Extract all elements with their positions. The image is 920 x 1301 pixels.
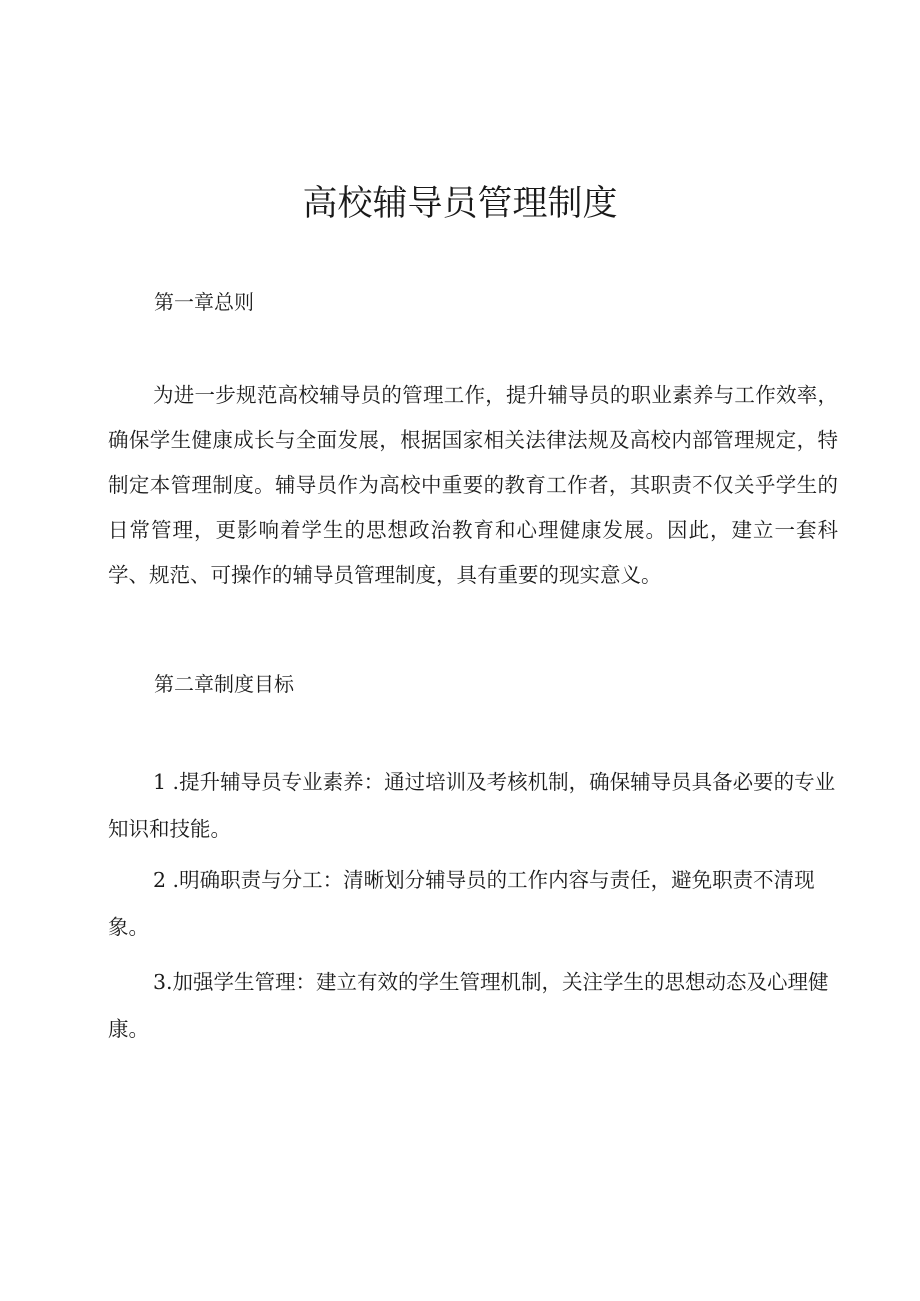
- chapter-1-paragraph: 为进一步规范高校辅导员的管理工作，提升辅导员的职业素养与工作效率，确保学生健康成长与全面发展，根据国家相关法律法规及高校内部管理规定，特制定本管理制度。辅导员作为高校中重要的教育工作者，其职责不仅关乎学生的日常管理，更影响着学生的思想政治教育和心理健康发展。因此，建立一套科学、规范、可操作的辅导员管理制度，具有重要的现实意义。: [108, 383, 838, 587]
- goal-item-3: 3.加强学生管理：建立有效的学生管理机制，关注学生的思想动态及心理健康。: [108, 970, 829, 1041]
- chapter-2-heading: 第二章制度目标: [154, 672, 294, 696]
- chapter-1-heading: 第一章总则: [154, 290, 254, 314]
- document-title: 高校辅导员管理制度: [302, 184, 618, 224]
- goal-item-1: 1 .提升辅导员专业素养：通过培训及考核机制，确保辅导员具备必要的专业知识和技能。: [108, 770, 836, 841]
- goal-item-2: 2 .明确职责与分工：清晰划分辅导员的工作内容与责任，避免职责不清现象。: [108, 868, 815, 939]
